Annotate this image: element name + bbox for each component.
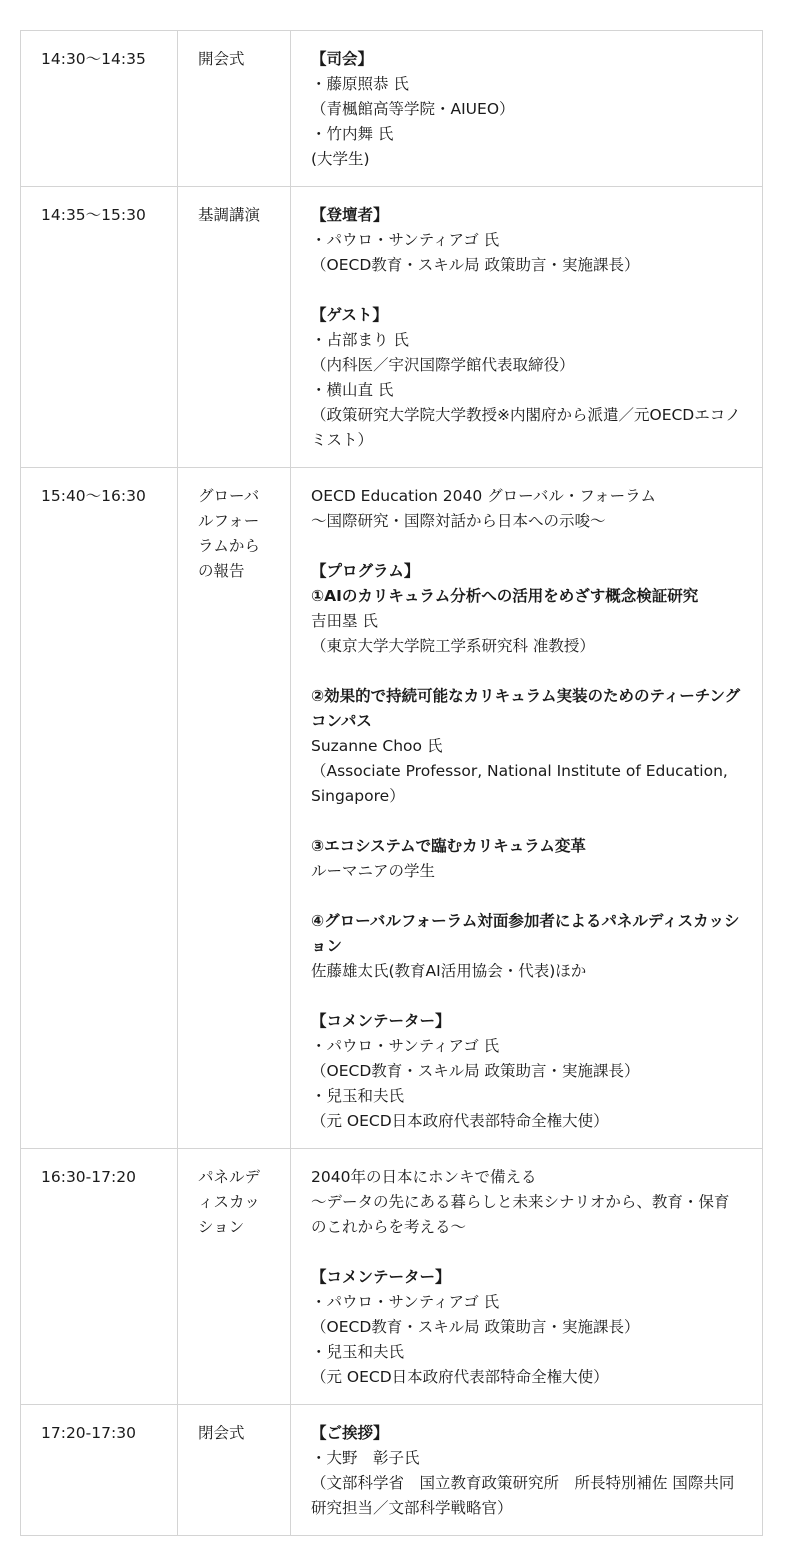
spacer-line — [311, 659, 742, 684]
detail-line: ・藤原照恭 氏 — [311, 75, 409, 93]
session-title-cell: 基調講演 — [178, 187, 291, 468]
session-title-cell: パネルディスカッション — [178, 1149, 291, 1405]
time-cell: 14:30〜14:35 — [21, 31, 178, 187]
program-heading: ③エコシステムで臨むカリキュラム変革 — [311, 837, 586, 855]
section-heading: 【登壇者】 — [311, 206, 389, 224]
detail-line: Suzanne Choo 氏 — [311, 737, 443, 755]
detail-line: （東京大学大学院工学系研究科 准教授） — [311, 637, 595, 655]
schedule-row-opening — [21, 31, 763, 187]
detail-line: ・大野 彰子氏 — [311, 1449, 420, 1467]
schedule-row-global-forum — [21, 468, 763, 1149]
session-title-cell: グローバルフォーラムからの報告 — [178, 468, 291, 1149]
program-heading: ④グローバルフォーラム対面参加者によるパネルディスカッション — [311, 912, 740, 955]
detail-line: （OECD教育・スキル局 政策助言・実施課長） — [311, 1318, 640, 1336]
detail-line: 吉田塁 氏 — [311, 612, 378, 630]
details-cell — [291, 468, 763, 1149]
section-heading: 【コメンテーター】 — [311, 1012, 451, 1030]
detail-line: OECD Education 2040 グローバル・フォーラム — [311, 487, 656, 505]
spacer-line — [311, 278, 742, 303]
detail-line: （元 OECD日本政府代表部特命全権大使） — [311, 1112, 609, 1130]
details-cell — [291, 31, 763, 187]
schedule-body — [21, 31, 763, 1536]
detail-line: ・横山直 氏 — [311, 381, 394, 399]
section-heading: 【プログラム】 — [311, 562, 420, 580]
detail-line: ルーマニアの学生 — [311, 862, 436, 880]
detail-line: 佐藤雄太氏(教育AI活用協会・代表)ほか — [311, 962, 587, 980]
detail-line: 〜データの先にある暮らしと未来シナリオから、教育・保育のこれからを考える〜 — [311, 1193, 730, 1236]
detail-line: （青楓館高等学院・AIUEO） — [311, 100, 515, 118]
detail-line: （文部科学省 国立教育政策研究所 所長特別補佐 国際共同研究担当／文部科学戦略官） — [311, 1474, 735, 1517]
spacer-line — [311, 1240, 742, 1265]
detail-line: ・パウロ・サンティアゴ 氏 — [311, 1293, 500, 1311]
time-cell: 14:35〜15:30 — [21, 187, 178, 468]
spacer-line — [311, 984, 742, 1009]
detail-line: （OECD教育・スキル局 政策助言・実施課長） — [311, 1062, 640, 1080]
time-cell: 15:40〜16:30 — [21, 468, 178, 1149]
schedule-row-closing — [21, 1405, 763, 1536]
section-heading: 【ご挨拶】 — [311, 1424, 389, 1442]
schedule-table — [20, 30, 763, 1536]
section-heading: 【ゲスト】 — [311, 306, 388, 324]
detail-line: （Associate Professor, National Institute of Education, Singapore） — [311, 762, 728, 805]
detail-line: ・パウロ・サンティアゴ 氏 — [311, 231, 500, 249]
detail-line: ・竹内舞 氏 — [311, 125, 394, 143]
detail-line: ・兒玉和夫氏 — [311, 1087, 405, 1105]
section-heading: 【コメンテーター】 — [311, 1268, 451, 1286]
section-heading: 【司会】 — [311, 50, 374, 68]
time-cell: 17:20-17:30 — [21, 1405, 178, 1536]
session-title-cell: 閉会式 — [178, 1405, 291, 1536]
detail-line: （OECD教育・スキル局 政策助言・実施課長） — [311, 256, 640, 274]
time-cell: 16:30-17:20 — [21, 1149, 178, 1405]
spacer-line — [311, 809, 742, 834]
program-heading: ②効果的で持続可能なカリキュラム実装のためのティーチングコンパス — [311, 687, 741, 730]
session-title-cell: 開会式 — [178, 31, 291, 187]
details-cell — [291, 187, 763, 468]
detail-line: ・占部まり 氏 — [311, 331, 409, 349]
detail-line: 〜国際研究・国際対話から日本への示唆〜 — [311, 512, 606, 530]
detail-line: (大学生) — [311, 150, 370, 168]
detail-line: （内科医／宇沢国際学館代表取締役） — [311, 356, 575, 374]
detail-line: ・兒玉和夫氏 — [311, 1343, 405, 1361]
schedule-row-keynote — [21, 187, 763, 468]
spacer-line — [311, 884, 742, 909]
details-cell — [291, 1149, 763, 1405]
detail-line: （元 OECD日本政府代表部特命全権大使） — [311, 1368, 609, 1386]
spacer-line — [311, 534, 742, 559]
detail-line: ・パウロ・サンティアゴ 氏 — [311, 1037, 500, 1055]
detail-line: 2040年の日本にホンキで備える — [311, 1168, 537, 1186]
details-cell — [291, 1405, 763, 1536]
detail-line: （政策研究大学院大学教授※内閣府から派遣／元OECDエコノミスト） — [311, 406, 741, 449]
program-heading: ①AIのカリキュラム分析への活用をめざす概念検証研究 — [311, 587, 699, 605]
schedule-row-panel — [21, 1149, 763, 1405]
